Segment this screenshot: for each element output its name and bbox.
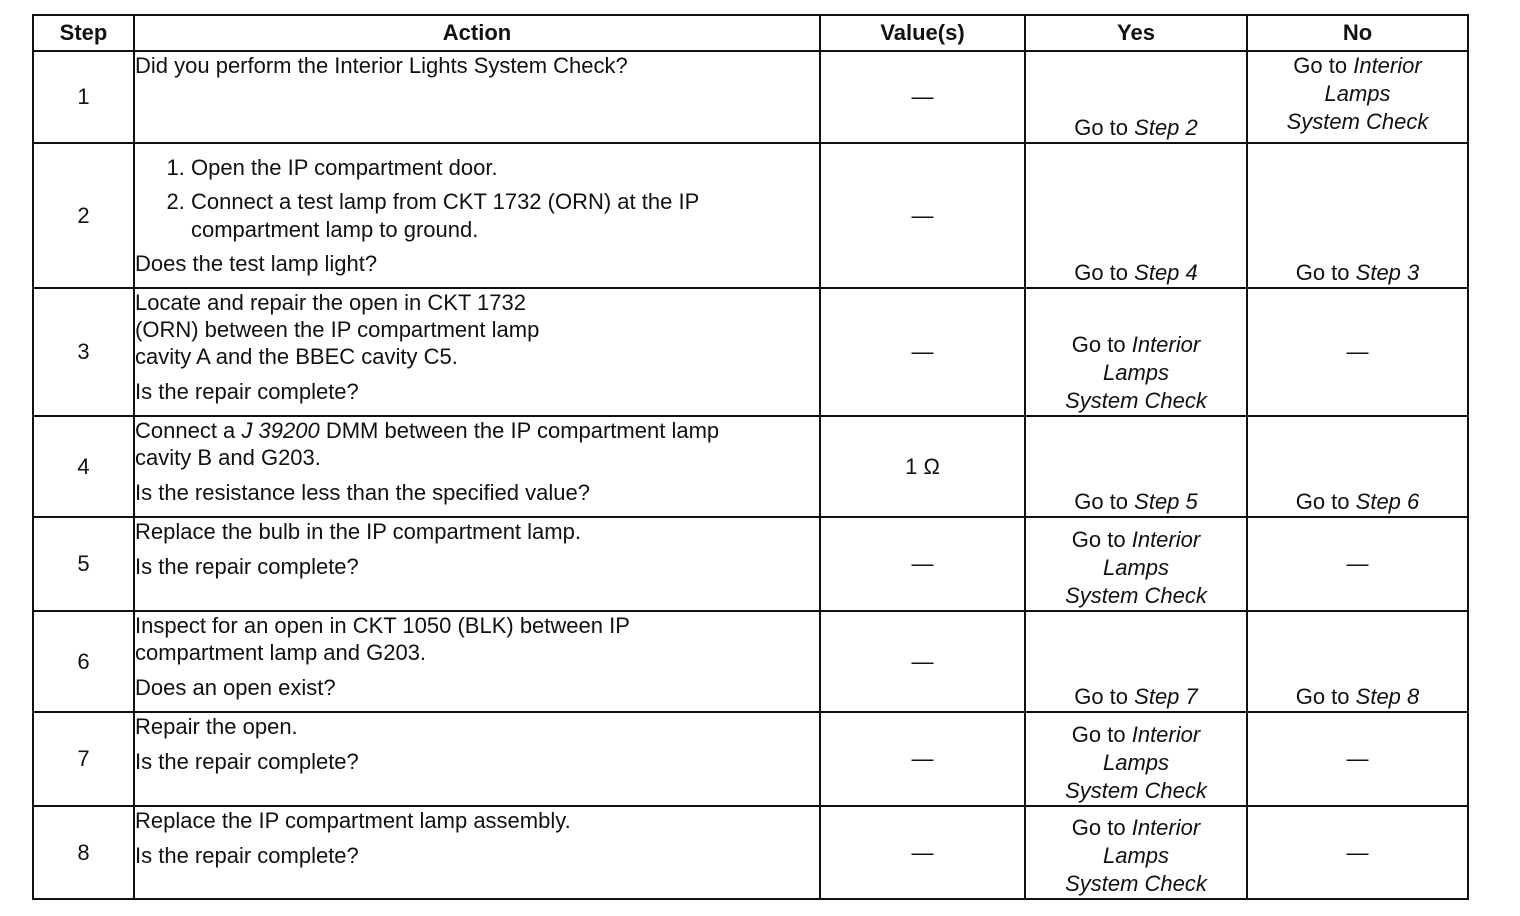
step-number: 8 (33, 806, 134, 899)
action-cell (134, 51, 820, 143)
no-target-line: System Check (1286, 109, 1429, 134)
yes-target-line: Interior (1131, 527, 1201, 552)
go-to-text: Go to (1071, 722, 1126, 747)
action-step: 2. Connect a test lamp from CKT 1732 (ORN) at the IP compartment lamp to ground. (191, 188, 819, 244)
action-question: Is the repair complete? (135, 843, 359, 868)
action-text: Repair the open. (135, 714, 298, 739)
yes-cell (1025, 517, 1247, 611)
value-cell: 1 Ω (820, 416, 1025, 517)
yes-target-line: Interior (1131, 332, 1201, 357)
action-cell (134, 611, 820, 712)
no-target-line: Interior (1353, 53, 1422, 78)
action-question: Is the repair complete? (135, 749, 359, 774)
table-row (33, 611, 1468, 712)
no-target: Step 6 (1355, 489, 1420, 514)
action-cell (134, 143, 820, 288)
diagnostic-table (32, 14, 1469, 900)
action-text: Replace the IP compartment lamp assembly. (135, 808, 571, 833)
go-to-text: Go to (1074, 115, 1129, 140)
header-values: Value(s) (820, 15, 1025, 51)
go-to-text: Go to (1071, 815, 1126, 840)
table-row (33, 517, 1468, 611)
go-to-text: Go to (1074, 260, 1129, 285)
header-yes: Yes (1025, 15, 1247, 51)
yes-target-line: Lamps (1102, 750, 1170, 775)
no-target-line: Lamps (1324, 81, 1391, 106)
value-cell: — (820, 712, 1025, 806)
yes-target-line: System Check (1065, 583, 1207, 608)
yes-target: Step 4 (1134, 260, 1198, 285)
yes-target-line: System Check (1065, 388, 1207, 413)
yes-target-line: Lamps (1102, 555, 1170, 580)
no-target: Step 3 (1355, 260, 1420, 285)
go-to-text: Go to (1074, 489, 1129, 514)
value-cell: — (820, 288, 1025, 416)
action-cell (134, 517, 820, 611)
yes-target-line: System Check (1065, 871, 1207, 896)
action-text: Locate and repair the open in CKT 1732 (ORN) between the IP compartment lamp cavity A and the BBEC cavity C5. (135, 290, 540, 369)
step-number: 3 (33, 288, 134, 416)
step-number: 5 (33, 517, 134, 611)
action-question: Did you perform the Interior Lights System Check? (135, 53, 628, 78)
action-cell (134, 416, 820, 517)
table-row (33, 806, 1468, 899)
action-question: Is the repair complete? (135, 554, 359, 579)
header-row (33, 15, 1468, 51)
action-cell (134, 288, 820, 416)
action-cell (134, 806, 820, 899)
go-to-text: Go to (1074, 684, 1129, 709)
step-number: 2 (33, 143, 134, 288)
step-number: 1 (33, 51, 134, 143)
no-cell (1247, 143, 1468, 288)
tool-name: J 39200 (241, 418, 320, 443)
action-text-part: Connect a (135, 418, 242, 443)
action-cell (134, 712, 820, 806)
action-text (135, 417, 769, 471)
action-question: Is the repair complete? (135, 379, 359, 404)
yes-target-line: Lamps (1102, 843, 1170, 868)
no-target: Step 8 (1355, 684, 1420, 709)
value-cell: — (820, 51, 1025, 143)
yes-cell (1025, 143, 1247, 288)
no-cell: — (1247, 517, 1468, 611)
value-cell: — (820, 806, 1025, 899)
yes-cell (1025, 416, 1247, 517)
step-number: 4 (33, 416, 134, 517)
step-number: 6 (33, 611, 134, 712)
no-cell: — (1247, 288, 1468, 416)
action-steps (135, 154, 819, 244)
yes-target-line: System Check (1065, 778, 1207, 803)
header-action: Action (134, 15, 820, 51)
no-cell (1247, 51, 1468, 143)
go-to-text: Go to (1293, 53, 1348, 78)
action-question: Does the test lamp light? (135, 251, 378, 276)
no-cell (1247, 611, 1468, 712)
go-to-text: Go to (1295, 260, 1350, 285)
yes-target-line: Interior (1131, 722, 1201, 747)
header-no: No (1247, 15, 1468, 51)
yes-target-line: Interior (1131, 815, 1201, 840)
yes-cell (1025, 611, 1247, 712)
yes-cell (1025, 51, 1247, 143)
value-cell: — (820, 611, 1025, 712)
table-row (33, 416, 1468, 517)
value-cell: — (820, 143, 1025, 288)
yes-target: Step 5 (1134, 489, 1198, 514)
go-to-text: Go to (1295, 489, 1350, 514)
action-question: Is the resistance less than the specified value? (135, 480, 590, 505)
yes-cell (1025, 712, 1247, 806)
go-to-text: Go to (1295, 684, 1350, 709)
yes-cell (1025, 806, 1247, 899)
go-to-text: Go to (1071, 527, 1126, 552)
yes-target-line: Lamps (1102, 360, 1170, 385)
action-question: Does an open exist? (135, 675, 336, 700)
step-number: 7 (33, 712, 134, 806)
table-row (33, 288, 1468, 416)
go-to-text: Go to (1071, 332, 1126, 357)
header-step: Step (33, 15, 134, 51)
yes-target: Step 2 (1134, 115, 1198, 140)
yes-cell (1025, 288, 1247, 416)
no-cell (1247, 416, 1468, 517)
no-cell: — (1247, 712, 1468, 806)
value-cell: — (820, 517, 1025, 611)
action-step: 1. Open the IP compartment door. (191, 154, 819, 182)
no-cell: — (1247, 806, 1468, 899)
table-row (33, 51, 1468, 143)
action-text: Replace the bulb in the IP compartment lamp. (135, 519, 581, 544)
action-text: Inspect for an open in CKT 1050 (BLK) between IP compartment lamp and G203. (135, 613, 630, 665)
yes-target: Step 7 (1134, 684, 1198, 709)
table-row (33, 712, 1468, 806)
table-row (33, 143, 1468, 288)
action-text-part: DMM between the IP compartment lamp cavity B and G203. (135, 418, 720, 470)
